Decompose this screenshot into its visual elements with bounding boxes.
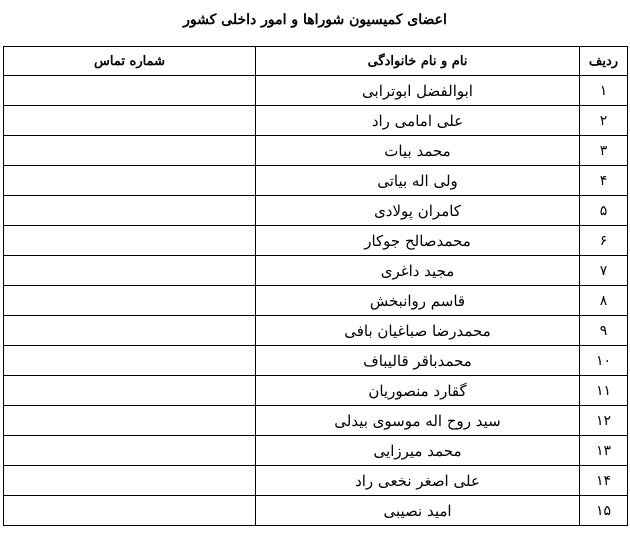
- member-name: محمد بیات: [256, 136, 580, 166]
- contact-number: [4, 196, 256, 226]
- member-name: سید روح اله موسوی بیدلی: [256, 406, 580, 436]
- contact-number: [4, 316, 256, 346]
- member-name: ابوالفضل ابوترابی: [256, 76, 580, 106]
- table-body: [4, 76, 628, 526]
- table-row: [4, 226, 628, 256]
- table-row: [4, 436, 628, 466]
- contact-number: [4, 106, 256, 136]
- contact-number: [4, 286, 256, 316]
- row-number: ۱۲: [580, 406, 628, 436]
- member-name: علی امامی راد: [256, 106, 580, 136]
- table-row: [4, 346, 628, 376]
- table-row: [4, 106, 628, 136]
- table-row: [4, 316, 628, 346]
- contact-number: [4, 346, 256, 376]
- row-number: ۱۳: [580, 436, 628, 466]
- table-row: [4, 136, 628, 166]
- member-name: علی اصغر نخعی راد: [256, 466, 580, 496]
- contact-number: [4, 496, 256, 526]
- member-name: محمدباقر قالیباف: [256, 346, 580, 376]
- member-name: کامران پولادی: [256, 196, 580, 226]
- member-name: قاسم روانبخش: [256, 286, 580, 316]
- table-row: [4, 496, 628, 526]
- contact-number: [4, 76, 256, 106]
- row-number: ۱۵: [580, 496, 628, 526]
- table-row: [4, 466, 628, 496]
- member-name: محمدصالح جوکار: [256, 226, 580, 256]
- table-row: [4, 196, 628, 226]
- table-row: [4, 76, 628, 106]
- table-row: [4, 286, 628, 316]
- row-number: ۴: [580, 166, 628, 196]
- header-radif: ردیف: [580, 47, 628, 76]
- table-row: [4, 376, 628, 406]
- row-number: ۱۱: [580, 376, 628, 406]
- contact-number: [4, 166, 256, 196]
- row-number: ۳: [580, 136, 628, 166]
- contact-number: [4, 226, 256, 256]
- row-number: ۱۰: [580, 346, 628, 376]
- row-number: ۸: [580, 286, 628, 316]
- header-contact: شماره تماس: [4, 47, 256, 76]
- contact-number: [4, 136, 256, 166]
- member-name: محمد میرزایی: [256, 436, 580, 466]
- row-number: ۵: [580, 196, 628, 226]
- member-name: گقارد منصوریان: [256, 376, 580, 406]
- row-number: ۷: [580, 256, 628, 286]
- member-name: مجید داغری: [256, 256, 580, 286]
- contact-number: [4, 376, 256, 406]
- contact-number: [4, 406, 256, 436]
- row-number: ۲: [580, 106, 628, 136]
- table-row: [4, 256, 628, 286]
- row-number: ۱۴: [580, 466, 628, 496]
- row-number: ۹: [580, 316, 628, 346]
- table-header-row: [4, 47, 628, 76]
- members-table: [3, 46, 628, 526]
- table-row: [4, 406, 628, 436]
- member-name: محمدرضا صباغیان بافی: [256, 316, 580, 346]
- row-number: ۶: [580, 226, 628, 256]
- member-name: ولی اله بیاتی: [256, 166, 580, 196]
- row-number: ۱: [580, 76, 628, 106]
- table-row: [4, 166, 628, 196]
- header-name: نام و نام خانوادگی: [256, 47, 580, 76]
- contact-number: [4, 466, 256, 496]
- contact-number: [4, 436, 256, 466]
- member-name: امید نصیبی: [256, 496, 580, 526]
- page-title: اعضای کمیسیون شوراها و امور داخلی کشور: [183, 12, 447, 28]
- contact-number: [4, 256, 256, 286]
